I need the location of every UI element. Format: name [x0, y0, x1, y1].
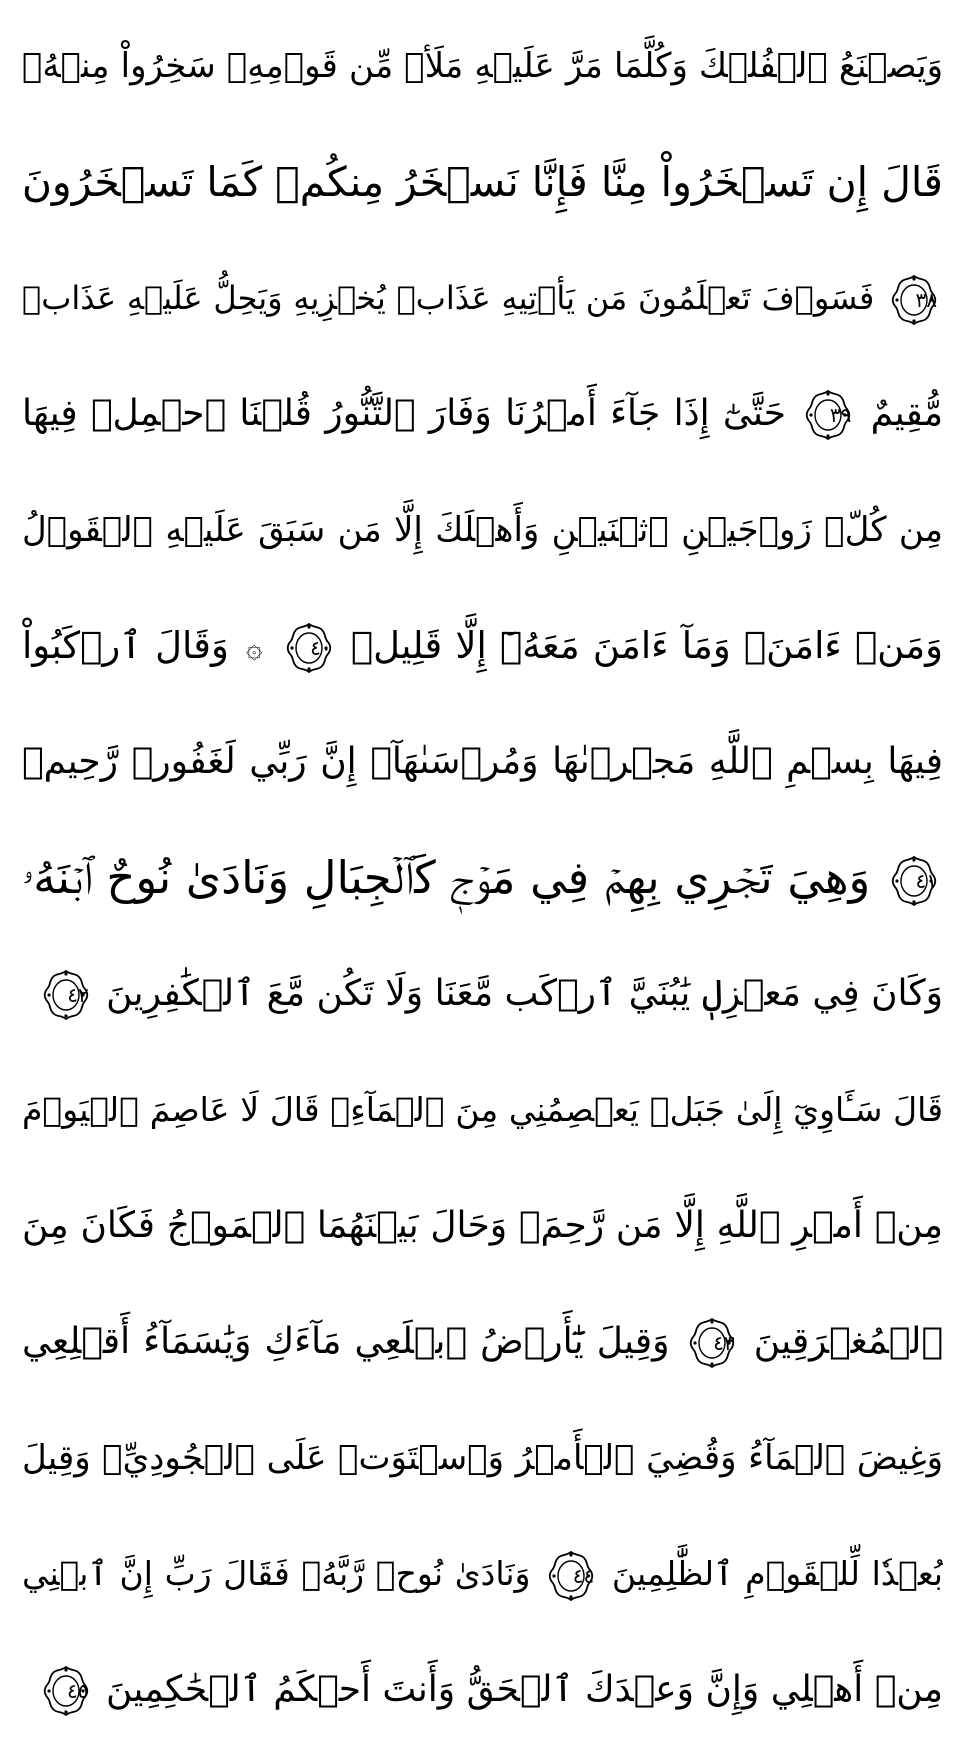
verse-text: وَنَادَىٰ نُوحٞ رَّبَّهُۥ فَقَالَ رَبِّ إِنَّ ٱبۡنِي [22, 1554, 531, 1593]
verse-text: مُّقِيمٌ [870, 393, 943, 434]
ayah-end-marker [689, 1317, 735, 1369]
verse-text: حَتَّىٰٓ إِذَا جَآءَ أَمۡرُنَا وَفَارَ ٱلتَّنُّورُ قُلۡنَا ٱحۡمِلۡ فِيهَا [22, 393, 787, 434]
text-line [22, 936, 943, 1052]
ayah-end-marker [286, 622, 332, 674]
verse-text: قَالَ سَـَٔاوِيٓ إِلَىٰ جَبَلٖ يَعۡصِمُنِي مِنَ ٱلۡمَآءِۚ قَالَ لَا عَاصِمَ ٱلۡيَوۡمَ [22, 1090, 943, 1129]
ayah-number: ٣٨ [915, 288, 938, 312]
text-line [22, 1400, 943, 1516]
text-line [22, 588, 943, 704]
ayah-number: ٣٩ [829, 403, 852, 427]
ayah-number: ٤٣ [713, 1331, 735, 1355]
text-line [22, 1632, 943, 1748]
ayah-number: ٤٥ [67, 1679, 89, 1703]
text-line [22, 472, 943, 588]
hizb-star-icon: ۞ [246, 630, 263, 664]
text-line [22, 356, 943, 472]
verse-text: وَكَانَ فِي مَعۡزِلٖ يَٰبُنَيَّ ٱرۡكَب مَّعَنَا وَلَا تَكُن مَّعَ ٱلۡكَٰفِرِينَ [106, 973, 943, 1014]
verse-text: وَمَنۡ ءَامَنَۚ وَمَآ ءَامَنَ مَعَهُۥٓ إِلَّا قَلِيلٞ [350, 624, 943, 667]
verse-text: وَهِيَ تَجۡرِي بِهِمۡ فِي مَوۡجٖ كَٱلۡجِبَالِ وَنَادَىٰ نُوحٌ ٱبۡنَهُۥ [22, 851, 871, 904]
verse-text: بُعۡدٗا لِّلۡقَوۡمِ ٱلظَّٰلِمِينَ [611, 1554, 943, 1593]
text-line [22, 704, 943, 820]
ayah-end-marker [548, 1550, 594, 1602]
ayah-number: ٤٤ [572, 1563, 595, 1588]
verse-text: مِن كُلّٖ زَوۡجَيۡنِ ٱثۡنَيۡنِ وَأَهۡلَكَ إِلَّا مَن سَبَقَ عَلَيۡهِ ٱلۡقَوۡلُ [22, 510, 943, 550]
verse-text: قَالَ إِن تَسۡخَرُواْ مِنَّا فَإِنَّا نَسۡخَرُ مِنكُمۡ كَمَا تَسۡخَرُونَ [22, 158, 943, 206]
verse-text: وَقِيلَ يَٰٓأَرۡضُ ٱبۡلَعِي مَآءَكِ وَيَٰسَمَآءُ أَقۡلِعِي [22, 1321, 670, 1362]
text-line [22, 8, 943, 124]
text-line [22, 1052, 943, 1168]
verse-text: مِنۡ أَمۡرِ ٱللَّهِ إِلَّا مَن رَّحِمَۚ وَحَالَ بَيۡنَهُمَا ٱلۡمَوۡجُ فَكَانَ مِنَ [22, 1205, 943, 1246]
text-line [22, 1516, 943, 1632]
text-line [22, 820, 943, 936]
ayah-end-marker [805, 389, 851, 441]
ayah-end-marker [891, 855, 937, 907]
verse-text: وَقَالَ ٱرۡكَبُواْ [22, 624, 229, 667]
verse-text: فِيهَا بِسۡمِ ٱللَّهِ مَجۡرٜىٰهَا وَمُرۡسَىٰهَآۚ إِنَّ رَبِّي لَغَفُورٞ رَّحِيمٞ [22, 741, 943, 782]
text-line [22, 1168, 943, 1284]
verse-text: فَسَوۡفَ تَعۡلَمُونَ مَن يَأۡتِيهِ عَذَابٞ يُخۡزِيهِ وَيَحِلُّ عَلَيۡهِ عَذَابٞ [22, 279, 875, 317]
ayah-end-marker [43, 969, 89, 1021]
verse-text: مِنۡ أَهۡلِي وَإِنَّ وَعۡدَكَ ٱلۡحَقُّ وَأَنتَ أَحۡكَمُ ٱلۡحَٰكِمِينَ [105, 1669, 943, 1710]
ayah-number: ٤٠ [310, 635, 332, 660]
ayah-number: ٤٢ [67, 983, 89, 1007]
ayah-end-marker [891, 274, 937, 326]
text-line [22, 240, 943, 356]
text-line [22, 124, 943, 240]
verse-text: وَيَصۡنَعُ ٱلۡفُلۡكَ وَكُلَّمَا مَرَّ عَلَيۡهِ مَلَأٞ مِّن قَوۡمِهِۦ سَخِرُواْ مِنۡهُۚ [22, 46, 943, 86]
ayah-end-marker [43, 1665, 89, 1717]
verse-text: ٱلۡمُغۡرَقِينَ [753, 1321, 943, 1362]
text-line [22, 1284, 943, 1400]
ayah-number: ٤١ [915, 869, 938, 893]
verse-text: وَغِيضَ ٱلۡمَآءُ وَقُضِيَ ٱلۡأَمۡرُ وَٱسۡتَوَتۡ عَلَى ٱلۡجُودِيِّۖ وَقِيلَ [22, 1438, 943, 1478]
